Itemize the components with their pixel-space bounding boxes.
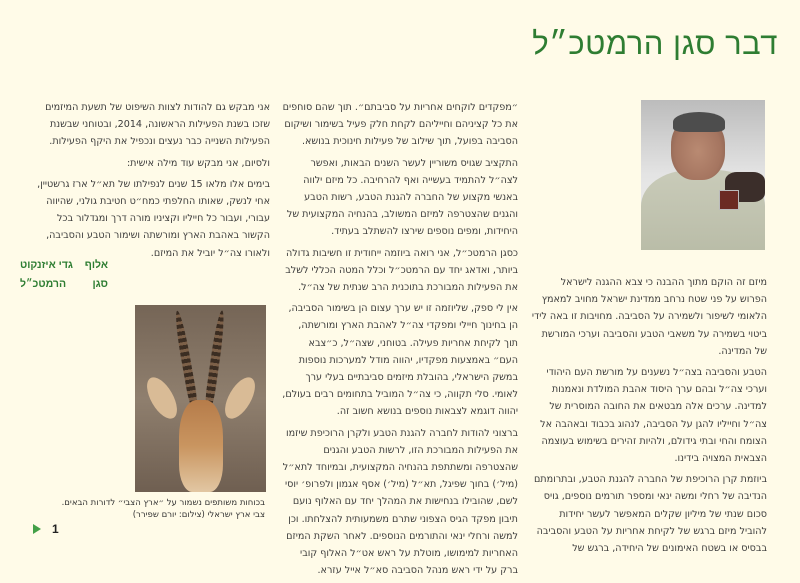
- signature-name: גדי איזנקוט: [20, 259, 73, 271]
- page-title: דבר סגן הרמטכ״ל: [532, 26, 778, 61]
- horn-shape: [173, 310, 198, 405]
- ear-shape: [141, 373, 183, 424]
- paragraph: מיזם זה הוקם מתוך ההבנה כי צבא ההגנה לישראל הפרוש על פני שטח נרחב ממדינת ישראל מחויב למאמץ הלאומי לשיפור ולשמירה על הסביבה. מחויבות זו באה לידי ביטוי בשמירה על משאבי הטבע והסביבה וערכי המורשת של המדינה.: [531, 277, 767, 357]
- rank-badge-shape: [719, 190, 739, 210]
- paragraph: הטבע והסביבה בצה״ל נשענים על מורשת העם היהודי וערכי צה״ל ובהם ערך היסוד אהבת המולדת ונאמנות למדינה. ערכים אלה מבטאים את החובה המוסרית של צה״ל וחייליו להגן על הסביבה, לנהוג בכבוד ובאהבה אל הצומח והחי ובתי גידולם, ולהיות זהירים בשימוש בעוצמה הצבאית המצויה בידינו.: [540, 367, 767, 465]
- signature-rank: אלוף: [84, 259, 108, 271]
- paragraph: ״מפקדים לוקחים אחריות על סביבתם״. תוך שהם סוחפים את כל קציניהם וחייליהם לקחת חלק פעיל בשימור ושיקום הסביבה בפועל, תוך שילוב של פעילות חינוכית בנושא.: [282, 102, 518, 148]
- caption-line: צבי ארץ ישראלי (צילום: יורם שפירר): [132, 510, 265, 520]
- paragraph: אני מבקש גם להודות לצוות השיפוט של תשעת המיזמים שזכו בשנת הפעילות הראשונה, 2014, ובטוחני שבשנת הפעילות השנייה כבר נעצים ונכפיל את היקף הפעילות.: [45, 102, 270, 148]
- text-column-right: [531, 274, 767, 561]
- signature-role: הרמטכ״ל: [20, 278, 67, 290]
- signature-block: [20, 256, 108, 294]
- paragraph: התקציב שגויס משוריין לעשר השנים הבאות, ואפשר לצה״ל להתמיד בעשייה ואף להרחיבה. כל מיזם ילווה באנשי מקצוע של החברה להגנת הטבע, רשות הטבע והגנים שהצטרפה למיזם המשולב, בהנחיה המקצועית של היחידות, ומפים נוספים שירצו להשתלב בעתיד.: [286, 157, 518, 238]
- page-number: 1: [52, 522, 59, 536]
- paragraph: בימים אלו מלאו 15 שנים לנפילתו של תא״ל ארז גרשטיין, אחי לנשק, שאותו החלפתי כמח״ט חטיבת גולני, שהיווה עבורי, ועבור כל חייליו וקציניו מורה דרך ומגדלור בכל הקשור באהבת הארץ ומורשתה ושימור הטבע והסביבה, ולאורו צה״ל יוביל את המיזם.: [37, 178, 270, 259]
- gazelle-photo: [135, 305, 266, 492]
- caption-line: בכוחות משותפים נשמור על ״ארץ הצבי״ לדורות הבאים.: [61, 498, 265, 508]
- paragraph: ביוזמת קרן הרוכיפת של החברה להגנת הטבע, ובתרומתם הנדיבה של רחלי ומשה ינאי ומספר תורמים נוספים, גויס סכום שנתי של מיליון שקלים המאפשר לעשר יחידות להוביל מיזם ברגש של לקיחת אחריות על הטבע והסביבה בבסיס או בשטח האימונים של היחידה, ברגש של: [533, 474, 767, 555]
- ear-shape: [219, 373, 261, 424]
- paragraph: ברצוני להודות לחברה להגנת הטבע ולקרן הרוכיפת שיזמו את הפעילות המבורכת הזו, לרשות הטבע והגנים שהצטרפה ומשתתפת בהנחיה המקצועית, ובמיוחד לתא״ל (מיל׳) בחוך שפיגל, תא״ל (מיל׳) אסף אגמון ולפרופ׳ יוסי לשם, שהובילו בנחישות את המהלך יחד עם האלוף נועם תיבון מפקד הגיס הצפוני שתרם משמעותית להצלחתו. וכן למשה ורחלי ינאי והתורמים הנוספים. לאחר השקת המיזם האחריות למימושו, מוטלת על ראש אט״ל האלוף קובי ברק על ידי ראש מנהל הסביבה סא״ל אייל עזרא.: [282, 427, 518, 577]
- commander-photo: [641, 100, 765, 250]
- gazelle-face-shape: [179, 400, 223, 492]
- play-triangle-icon[interactable]: [33, 524, 41, 534]
- hair-shape: [673, 112, 725, 132]
- horn-shape: [204, 310, 226, 405]
- signature-role-prefix: סגן: [92, 278, 108, 290]
- paragraph: אין לי ספק, שליוזמה זו יש ערך עצום הן בשימור הסביבה, הן בחינוך חיילי ומפקדי צה״ל לאהבת הארץ ומורשתה, תוך לקיחת אחריות פעילה. בטוחני, שצה״ל, כ״צבא העם״ באמצעות מפקדיו, יהווה מודל למערכות נוספות במשק הישראלי, בהובלת מיזמים סביבתיים בעלי ערך לאומי. סלי תקווה, כי צה״ל המוביל בתחומים רבים בעולם, יהווה דוגמא לצבאות נוספים בנושא חשוב זה.: [282, 303, 518, 418]
- paragraph: כסגן הרמטכ״ל, אני רואה ביוזמה ייחודית זו חשיבות גדולה ביותר, ואדאג יחד עם הרמטכ״ל וכלל המטה הכללי לשלב את הפעילות המבורכת בתוכנית הרב שנתית של צה״ל.: [285, 247, 518, 294]
- text-column-middle: [282, 99, 518, 583]
- photo-caption: [62, 497, 265, 521]
- text-column-left: [30, 99, 270, 266]
- paragraph: ולסיום, אני מבקש עוד מילה אישית:: [126, 157, 270, 169]
